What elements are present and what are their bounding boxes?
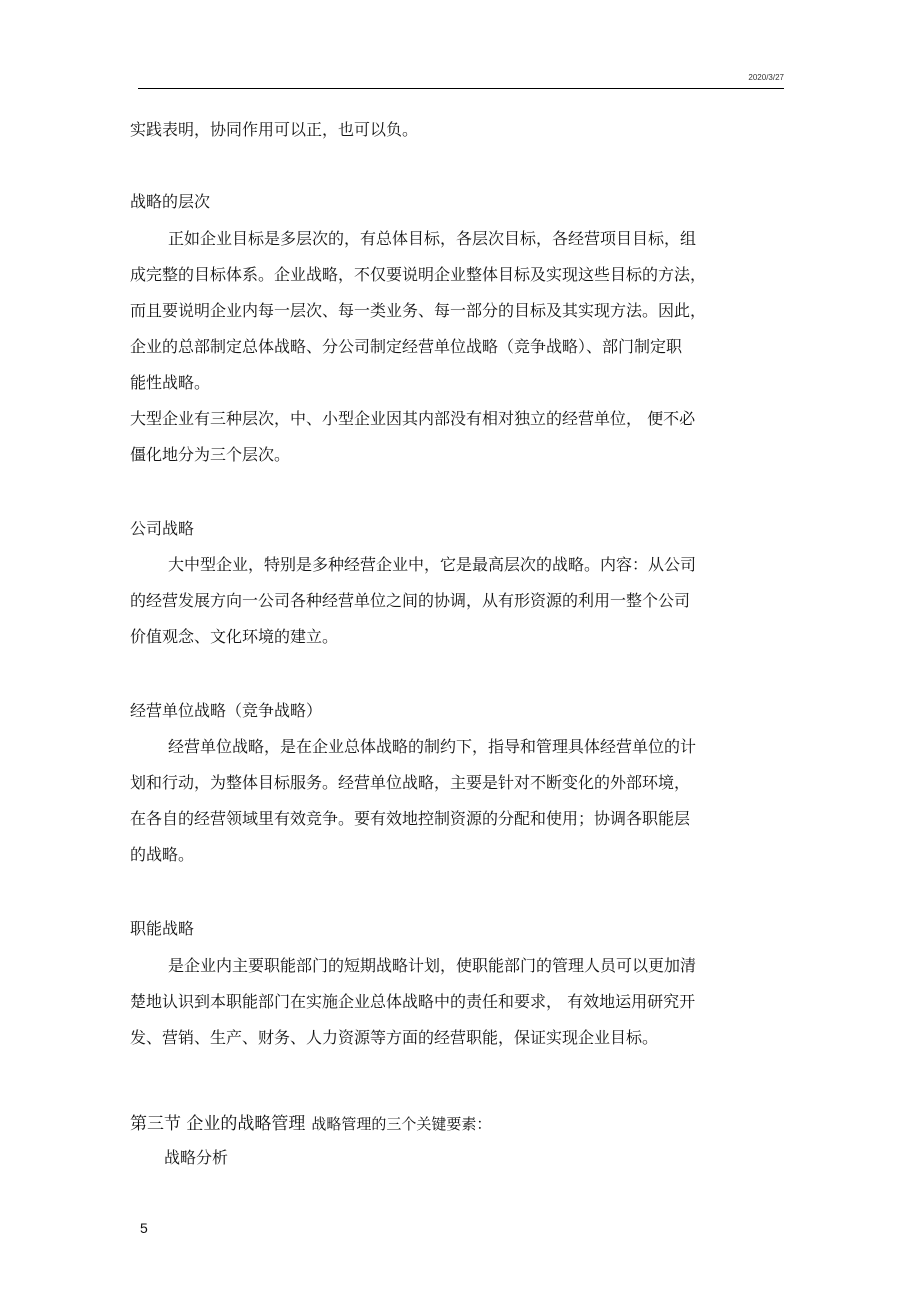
- paragraph-line: 大型企业有三种层次，中、小型企业因其内部没有相对独立的经营单位， 便不必: [130, 409, 696, 428]
- section-heading: 公司战略: [130, 519, 195, 538]
- paragraph-line: 的经营发展方向一公司各种经营单位之间的协调，从有形资源的利用一整个公司: [130, 591, 691, 610]
- section-item: 战略分析: [164, 1148, 229, 1167]
- paragraph-line: 是企业内主要职能部门的短期战略计划，使职能部门的管理人员可以更加清: [168, 956, 697, 975]
- section-heading: 经营单位战略（竞争战略）: [130, 701, 323, 720]
- paragraph-line: 成完整的目标体系。企业战略，不仅要说明企业整体目标及实现这些目标的方法，: [130, 265, 707, 284]
- header-date: 2020/3/27: [748, 73, 784, 82]
- section-heading: 战略的层次: [130, 192, 211, 211]
- paragraph-line: 划和行动，为整体目标服务。经营单位战略，主要是针对不断变化的外部环境，: [130, 773, 691, 792]
- section-title-main: 第三节 企业的战略管理: [130, 1114, 306, 1134]
- paragraph-line: 楚地认识到本职能部门在实施企业总体战略中的责任和要求， 有效地运用研究开: [130, 992, 696, 1011]
- paragraph-line: 而且要说明企业内每一层次、每一类业务、每一部分的目标及其实现方法。因此，: [130, 301, 707, 320]
- paragraph-line: 正如企业目标是多层次的，有总体目标，各层次目标，各经营项目目标，组: [168, 229, 697, 248]
- paragraph-line: 大中型企业，特别是多种经营企业中，它是最高层次的战略。内容：从公司: [168, 555, 697, 574]
- section-title-sub: 战略管理的三个关键要素：: [311, 1115, 492, 1133]
- paragraph-line: 企业的总部制定总体战略、分公司制定经营单位战略（竞争战略）、部门制定职: [130, 337, 683, 356]
- chapter-section-title: [130, 1113, 491, 1135]
- paragraph-line: 实践表明，协同作用可以正，也可以负。: [130, 120, 419, 139]
- page-number: 5: [140, 1220, 148, 1236]
- section-heading: 职能战略: [130, 919, 195, 938]
- header-rule: [138, 88, 784, 89]
- paragraph-line: 发、营销、生产、财务、人力资源等方面的经营职能，保证实现企业目标。: [130, 1028, 659, 1047]
- paragraph-line: 能性战略。: [130, 373, 211, 392]
- paragraph-line: 价值观念、文化环境的建立。: [130, 627, 339, 646]
- paragraph-line: 在各自的经营领域里有效竞争。要有效地控制资源的分配和使用；协调各职能层: [130, 809, 691, 828]
- paragraph-line: 僵化地分为三个层次。: [130, 445, 291, 464]
- paragraph-line: 经营单位战略，是在企业总体战略的制约下，指导和管理具体经营单位的计: [168, 737, 697, 756]
- paragraph-line: 的战略。: [130, 845, 195, 864]
